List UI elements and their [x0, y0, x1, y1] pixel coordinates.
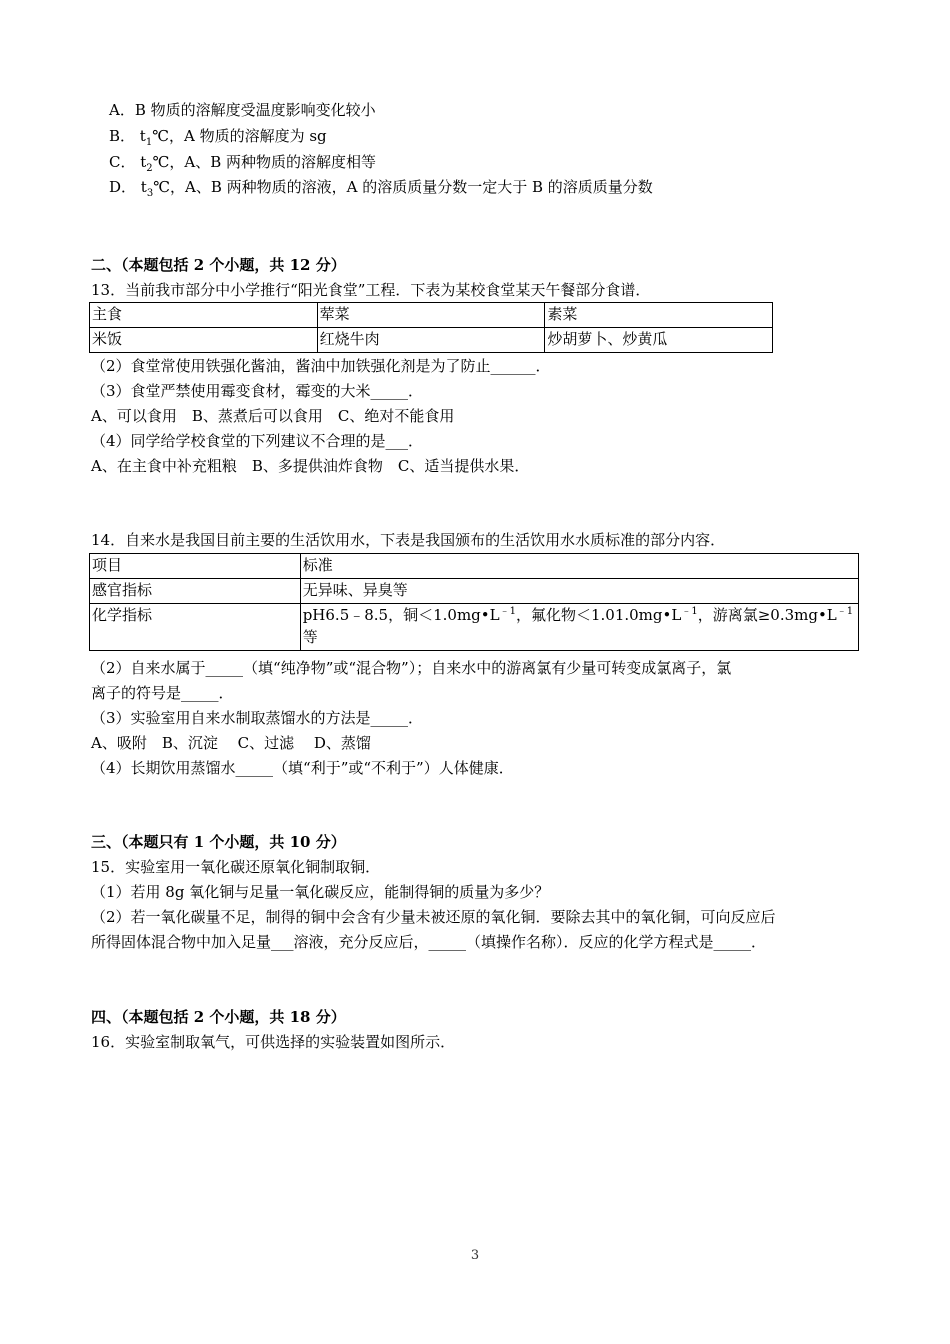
table-row: [90, 579, 859, 604]
q13-menu-table: [89, 302, 773, 353]
table-cell: 化学指标: [90, 604, 301, 651]
page-number: 3: [470, 1248, 480, 1263]
table-row: [90, 328, 773, 353]
q12-option-d: [109, 176, 653, 198]
q14-line: 离子的符号是_____．: [91, 684, 234, 702]
q12-option-a: A．B 物质的溶解度受温度影响变化较小: [109, 101, 376, 119]
unit-superscript: ﹣1: [499, 606, 516, 617]
unit-superscript: ﹣1: [836, 606, 854, 617]
q15-stem: 15．实验室用一氧化碳还原氧化铜制取铜．: [91, 858, 381, 876]
q14-stem: 14．自来水是我国目前主要的生活饮用水，下表是我国颁布的生活饮用水水质标准的部分内容．: [91, 531, 726, 549]
table-cell: 米饭: [90, 328, 318, 353]
chem-standard-part: 等: [302, 628, 318, 646]
q12-option-c-sub: 2: [146, 163, 153, 174]
unit-superscript: ﹣1: [681, 606, 698, 617]
q12-option-b-rest: ℃，A 物质的溶解度为 sg: [152, 127, 327, 145]
q12-option-c-prefix: C． t: [109, 153, 147, 171]
q14-line: A、吸附 B、沉淀 C、过滤 D、蒸馏: [91, 734, 371, 752]
table-cell: 感官指标: [90, 579, 301, 604]
q13-line: （4）同学给学校食堂的下列建议不合理的是___．: [91, 432, 424, 450]
q12-option-d-rest: ℃，A、B 两种物质的溶液，A 的溶质质量分数一定大于 B 的溶质质量分数: [153, 178, 653, 196]
section4-heading: 四、（本题包括 2 个小题，共 18 分）: [91, 1008, 346, 1026]
table-cell: [300, 604, 858, 651]
q13-stem: 13．当前我市部分中小学推行“阳光食堂”工程．下表为某校食堂某天午餐部分食谱．: [91, 281, 651, 299]
q12-option-b-sub: 1: [145, 137, 153, 148]
chem-standard-part: ，氟化物＜1.01.0mg•L: [515, 606, 682, 624]
q14-water-standard-table: [89, 553, 859, 651]
q12-option-d-sub: 3: [146, 188, 154, 199]
table-cell: 素菜: [545, 303, 773, 328]
q15-line: （1）若用 8g 氧化铜与足量一氧化碳反应，能制得铜的质量为多少？: [91, 883, 550, 901]
q12-option-c: [109, 151, 376, 173]
chem-standard-part: pH6.5﹣8.5，铜＜1.0mg•L: [302, 606, 500, 624]
q15-line: 所得固体混合物中加入足量___溶液，充分反应后，_____（填操作名称）．反应的化学方程式是_____．: [91, 933, 767, 951]
q14-line: （2）自来水属于_____（填“纯净物”或“混合物”）；自来水中的游离氯有少量可转变成氯离子，氯: [91, 659, 732, 677]
q16-stem: 16．实验室制取氧气，可供选择的实验装置如图所示．: [91, 1033, 456, 1051]
table-row: [90, 554, 859, 579]
table-cell: 主食: [90, 303, 318, 328]
q12-option-d-prefix: D． t: [109, 178, 147, 196]
q13-line: A、可以食用 B、蒸煮后可以食用 C、绝对不能食用: [91, 407, 455, 425]
q15-line: （2）若一氧化碳量不足，制得的铜中会含有少量未被还原的氧化铜．要除去其中的氧化铜，可向反应后: [91, 908, 776, 926]
q12-option-b-prefix: B． t: [109, 127, 146, 145]
table-cell: 标准: [300, 554, 858, 579]
section3-heading: 三、（本题只有 1 个小题，共 10 分）: [91, 833, 346, 851]
table-cell: 项目: [90, 554, 301, 579]
q14-line: （4）长期饮用蒸馏水_____（填“利于”或“不利于”）人体健康．: [91, 759, 514, 777]
table-row: [90, 604, 859, 651]
q13-line: （3）食堂严禁使用霉变食材，霉变的大米_____．: [91, 382, 424, 400]
section2-heading: 二、（本题包括 2 个小题，共 12 分）: [91, 256, 346, 274]
q13-line: （2）食堂常使用铁强化酱油，酱油中加铁强化剂是为了防止______．: [91, 357, 551, 375]
q14-line: （3）实验室用自来水制取蒸馏水的方法是_____．: [91, 709, 424, 727]
table-cell: 荤菜: [317, 303, 545, 328]
table-cell: 无异味、异臭等: [300, 579, 858, 604]
q12-option-c-rest: ℃，A、B 两种物质的溶解度相等: [152, 153, 377, 171]
table-cell: 红烧牛肉: [317, 328, 545, 353]
q12-option-b: [109, 125, 327, 147]
q13-line: A、在主食中补充粗粮 B、多提供油炸食物 C、适当提供水果．: [91, 457, 530, 475]
table-cell: 炒胡萝卜、炒黄瓜: [545, 328, 773, 353]
table-row: [90, 303, 773, 328]
chem-standard-part: ，游离氯≥0.3mg•L: [697, 606, 837, 624]
